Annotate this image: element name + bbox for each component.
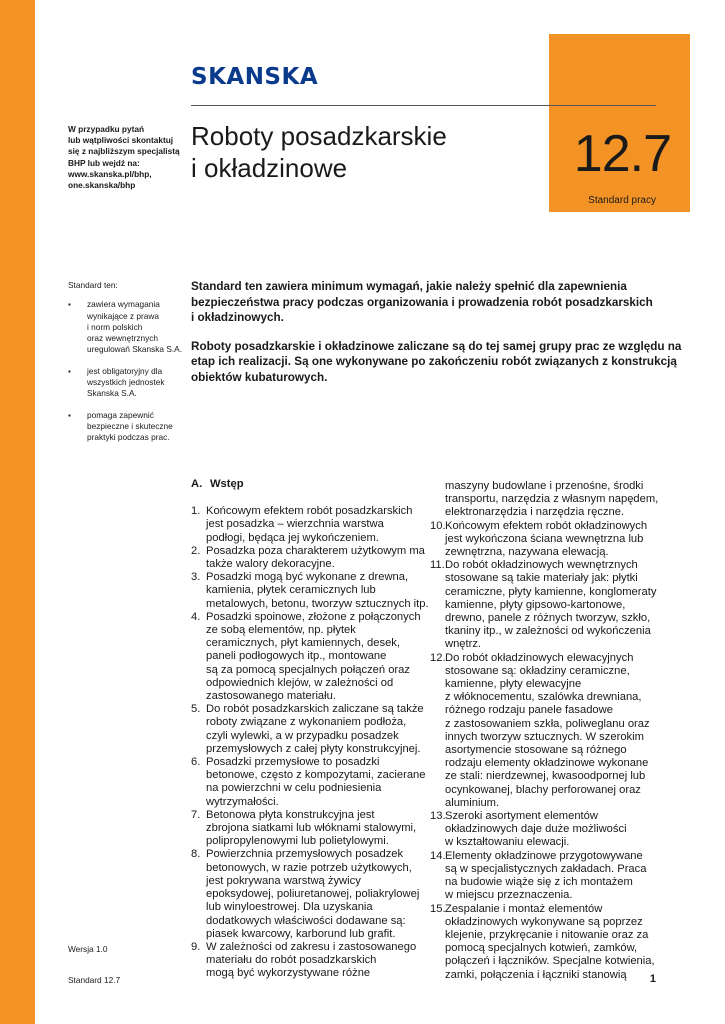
item-number: 4. — [191, 610, 201, 623]
item-line: stosowane są takie materiały jak: płytki — [445, 572, 638, 585]
item-number: 7. — [191, 808, 201, 821]
item-line: Betonowa płyta konstrukcyjna jest — [206, 808, 375, 821]
body-column-right — [430, 480, 660, 982]
item-line: zewnętrzna, nazywana elewacją. — [445, 546, 609, 559]
item-line: pomocą specjalnych kotwień, zamków, — [445, 942, 638, 955]
item-line: kamienia, płytek ceramicznych lub — [206, 584, 376, 597]
item-line: jest pokrywana warstwą żywicy — [206, 874, 361, 887]
item-number: 6. — [191, 756, 201, 769]
item-line: mogą być wykorzystywane różne — [206, 967, 371, 980]
item-line: okładzinowych wykonywane są poprzez — [445, 915, 643, 928]
item-line: Zespalanie i montaż elementów — [445, 902, 603, 915]
intro-paragraph — [191, 279, 661, 326]
summary-bullet — [68, 299, 183, 355]
intro-text — [191, 279, 682, 398]
item-line: transportu, narzędzia z własnym napędem, — [445, 493, 659, 506]
item-number: 12. — [430, 651, 446, 664]
contact-link[interactable]: one.skanska/bhp — [68, 180, 136, 191]
contact-line: BHP lub wejdź na: — [68, 157, 140, 168]
item-number: 15. — [430, 902, 446, 915]
item-line: asortymencie stosowane są różnego — [445, 744, 627, 757]
item-line: W zależności od zakresu i zastosowanego — [206, 940, 417, 953]
item-line: wnętrz. — [445, 638, 482, 651]
item-line: Do robót okładzinowych wewnętrznych — [445, 559, 638, 572]
header-divider — [191, 105, 656, 106]
item-line: w miejscu przeznaczenia. — [445, 889, 573, 902]
item-line: Końcowym efektem robót posadzkarskich — [206, 505, 413, 518]
item-line: klejenie, przykręcanie i nitowanie oraz za — [445, 928, 649, 941]
list-item — [430, 903, 660, 982]
bullet-line: wszystkich jednostek — [87, 377, 165, 388]
item-line: zbrojona siatkami lub włóknami stalowymi, — [206, 822, 417, 835]
item-line: na budowie wiąże się z ich montażem — [445, 876, 633, 889]
item-line: kamienne, płyty gipsowo-kartonowe, — [445, 598, 626, 611]
bullet-line: uregulowań Skanska S.A. — [87, 344, 183, 355]
intro-line: Standard ten zawiera minimum wymagań, jakie należy spełnić dla zapewnienia — [191, 280, 627, 293]
item-number: 5. — [191, 703, 201, 716]
item-number: 8. — [191, 848, 201, 861]
item-line: ocynkowanej, blachy perforowanej oraz — [445, 783, 641, 796]
item-line: jest wykończona ściana wewnętrzna lub — [445, 532, 644, 545]
list-item — [191, 756, 426, 809]
item-line: elektronarzędzia i narzędzia ręczne. — [445, 506, 625, 519]
item-line: na powierzchni w celu podniesienia — [206, 782, 382, 795]
bullet-line: i norm polskich — [87, 321, 143, 332]
intro-line: bezpieczeństwa pracy podczas organizowania i prowadzenia robót posadzkarskich — [191, 295, 653, 309]
list-item — [430, 652, 660, 810]
bullet-line: bezpieczne i skuteczne — [87, 420, 173, 431]
item-line: połączeń i łączników. Specjalne kotwienia, — [445, 955, 655, 968]
bullet-line: oraz wewnętrznych — [87, 333, 159, 344]
item-line: epoksydowej, poliuretanowej, poliakrylowej — [206, 888, 420, 901]
item-line: polipropylenowymi lub polietylowymi. — [206, 835, 389, 848]
continued-item — [430, 480, 660, 520]
list-item — [430, 520, 660, 560]
item-line: betonowych, w razie potrzeb użytkowych, — [206, 861, 412, 874]
item-line: zamki, połączenia i łączniki stanowią — [445, 968, 627, 981]
item-line: jest posadzka – wierzchnia warstwa — [206, 518, 384, 531]
item-line: podłogi, będąca jej wykończeniem. — [206, 531, 379, 544]
item-line: ze sobą elementów, np. płytek — [206, 624, 356, 637]
item-line: Posadzka poza charakterem użytkowym ma — [206, 544, 425, 557]
item-line: z zastosowaniem szkła, poliweglanu oraz — [445, 717, 650, 730]
item-line: stosowane są: okładziny ceramiczne, — [445, 664, 630, 677]
item-line: Posadzki spoinowe, złożone z połączonych — [206, 610, 421, 623]
standard-number-box — [549, 34, 690, 212]
item-line: tkaniny itp., w zależności od wykończenia — [445, 625, 651, 638]
intro-line: Roboty posadzkarskie i okładzinowe zaliczane są do tej samej grupy prac ze względu na — [191, 339, 682, 353]
item-line: betonowe, często z kompozytami, zacierane — [206, 769, 426, 782]
title-line: i okładzinowe — [191, 153, 348, 183]
list-item — [430, 810, 660, 850]
item-line: w kształtowaniu elewacji. — [445, 836, 570, 849]
list-item — [191, 610, 421, 703]
list-item — [430, 850, 660, 903]
item-line: Do robót posadzkarskich zaliczane są także — [206, 703, 424, 716]
contact-note — [68, 124, 178, 191]
item-line: Końcowym efektem robót okładzinowych — [445, 519, 648, 532]
item-line: kamienne, płyty elewacyjne — [445, 678, 582, 691]
item-number: 10. — [430, 519, 446, 532]
contact-line: się z najbliższym specjalistą — [68, 146, 180, 157]
list-item — [191, 809, 417, 849]
section-heading — [191, 478, 417, 491]
bullet-line: ▪ pomaga zapewnić — [87, 409, 154, 420]
contact-link[interactable]: www.skanska.pl/bhp, — [68, 168, 152, 179]
item-number: 13. — [430, 810, 446, 823]
section-title: Wstęp — [210, 478, 244, 490]
intro-line: obiektów kubaturowych. — [191, 370, 328, 384]
intro-line: i okładzinowych. — [191, 311, 284, 324]
item-line: wytrzymałości. — [206, 795, 279, 808]
item-line: czyli wylewki, a w przypadku posadzek — [206, 729, 399, 742]
bullet-line: wynikające z prawa — [87, 310, 159, 321]
item-line: okładzinowych daje duże możliwości — [445, 823, 627, 836]
footer-standard: Standard 12.7 — [68, 975, 121, 985]
item-line: ze stali: nierdzewnej, kwasoodpornej lub — [445, 770, 646, 783]
standard-label: Standard pracy — [588, 195, 656, 206]
document-version: Wersja 1.0 — [68, 944, 108, 954]
list-item — [191, 544, 425, 571]
item-line: odpowiednich klejów, w zależności od — [206, 676, 394, 689]
title-line: Roboty posadzkarskie — [191, 121, 447, 151]
item-line: Posadzki przemysłowe to posadzki — [206, 756, 380, 769]
list-item — [191, 571, 429, 611]
intro-line: etap ich realizacji. Są one wykonywane po zakończeniu robót związanych z konstrukcją — [191, 355, 677, 368]
item-line: lub winyloestrowej. Dla uzyskania — [206, 901, 373, 914]
item-line: Do robót okładzinowych elewacyjnych — [445, 651, 634, 664]
item-line: roboty związane z wykonaniem podłoża, — [206, 716, 407, 729]
skanska-logo: SKANSKA — [191, 64, 319, 90]
item-line: paneli podłogowych itp., montowane — [206, 650, 387, 663]
page-title — [191, 120, 447, 184]
list-item — [430, 559, 660, 651]
section-letter: A. — [191, 478, 203, 490]
intro-paragraph — [191, 339, 682, 386]
item-line: Powierzchnia przemysłowych posadzek — [206, 848, 404, 861]
item-line: Elementy okładzinowe przygotowywane — [445, 849, 643, 862]
item-line: z włóknocementu, szalówka drewniana, — [445, 691, 642, 704]
item-line: przemysłowych z całej płyty konstrukcyjnej. — [206, 742, 421, 755]
bullet-line: ▪ jest obligatoryjny dla — [87, 365, 163, 376]
item-line: są za pomocą specjalnych połączeń oraz — [206, 663, 410, 676]
item-number: 2. — [191, 544, 201, 557]
item-line: dodatkowych właściwości dodawane są: — [206, 914, 406, 927]
item-line: rodzaju elementy okładzinowe wykonane — [445, 757, 649, 770]
list-item — [191, 941, 417, 981]
item-line: są w specjalistycznych zakładach. Praca — [445, 862, 647, 875]
item-line: metalowych, betonu, tworzyw sztucznych itp. — [206, 597, 429, 610]
standard-summary-heading: Standard ten: — [68, 280, 118, 290]
item-line: drewno, panele z różnych tworzyw, szkło, — [445, 612, 651, 625]
standard-number: 12.7 — [573, 125, 671, 183]
bullet-line: Skanska S.A. — [87, 388, 137, 399]
item-line: maszyny budowlane i przenośne, środki — [445, 480, 644, 492]
item-number: 3. — [191, 571, 201, 584]
list-item — [191, 703, 424, 756]
list-item — [191, 848, 420, 940]
contact-line: W przypadku pytań — [68, 124, 145, 134]
item-line: różnego rodzaju panele fasadowe — [445, 704, 613, 717]
list-item — [191, 505, 417, 545]
bullet-line: praktyki podczas prac. — [87, 432, 170, 443]
body-column-left — [191, 478, 429, 981]
item-line: ceramicznych, płyt kamiennych, desek, — [206, 637, 400, 650]
page-number: 1 — [649, 973, 656, 985]
item-line: zastosowanego materiału. — [206, 690, 336, 703]
item-line: piasek kwarcowy, karborund lub grafit. — [206, 927, 396, 940]
item-line: Szeroki asortyment elementów — [445, 810, 598, 823]
contact-line: lub wątpliwości skontaktuj — [68, 135, 174, 146]
item-line: Posadzki mogą być wykonane z drewna, — [206, 571, 409, 584]
bullet-line: ▪ zawiera wymagania — [87, 299, 160, 310]
item-line: aluminium. — [445, 796, 500, 809]
left-accent-bar — [0, 0, 35, 1024]
item-line: także walory dekoracyjne. — [206, 558, 335, 571]
item-number: 11. — [430, 559, 445, 572]
standard-summary — [68, 280, 183, 454]
item-line: materiału do robót posadzkarskich — [206, 954, 377, 967]
item-number: 9. — [191, 940, 201, 953]
item-number: 1. — [191, 505, 201, 518]
summary-bullet — [68, 410, 178, 444]
item-number: 14. — [430, 849, 446, 862]
summary-bullet — [68, 366, 178, 400]
item-line: innych tworzyw sztucznych. W szerokim — [445, 730, 644, 743]
item-line: ceramiczne, płyty kamienne, konglomeraty — [445, 585, 657, 598]
